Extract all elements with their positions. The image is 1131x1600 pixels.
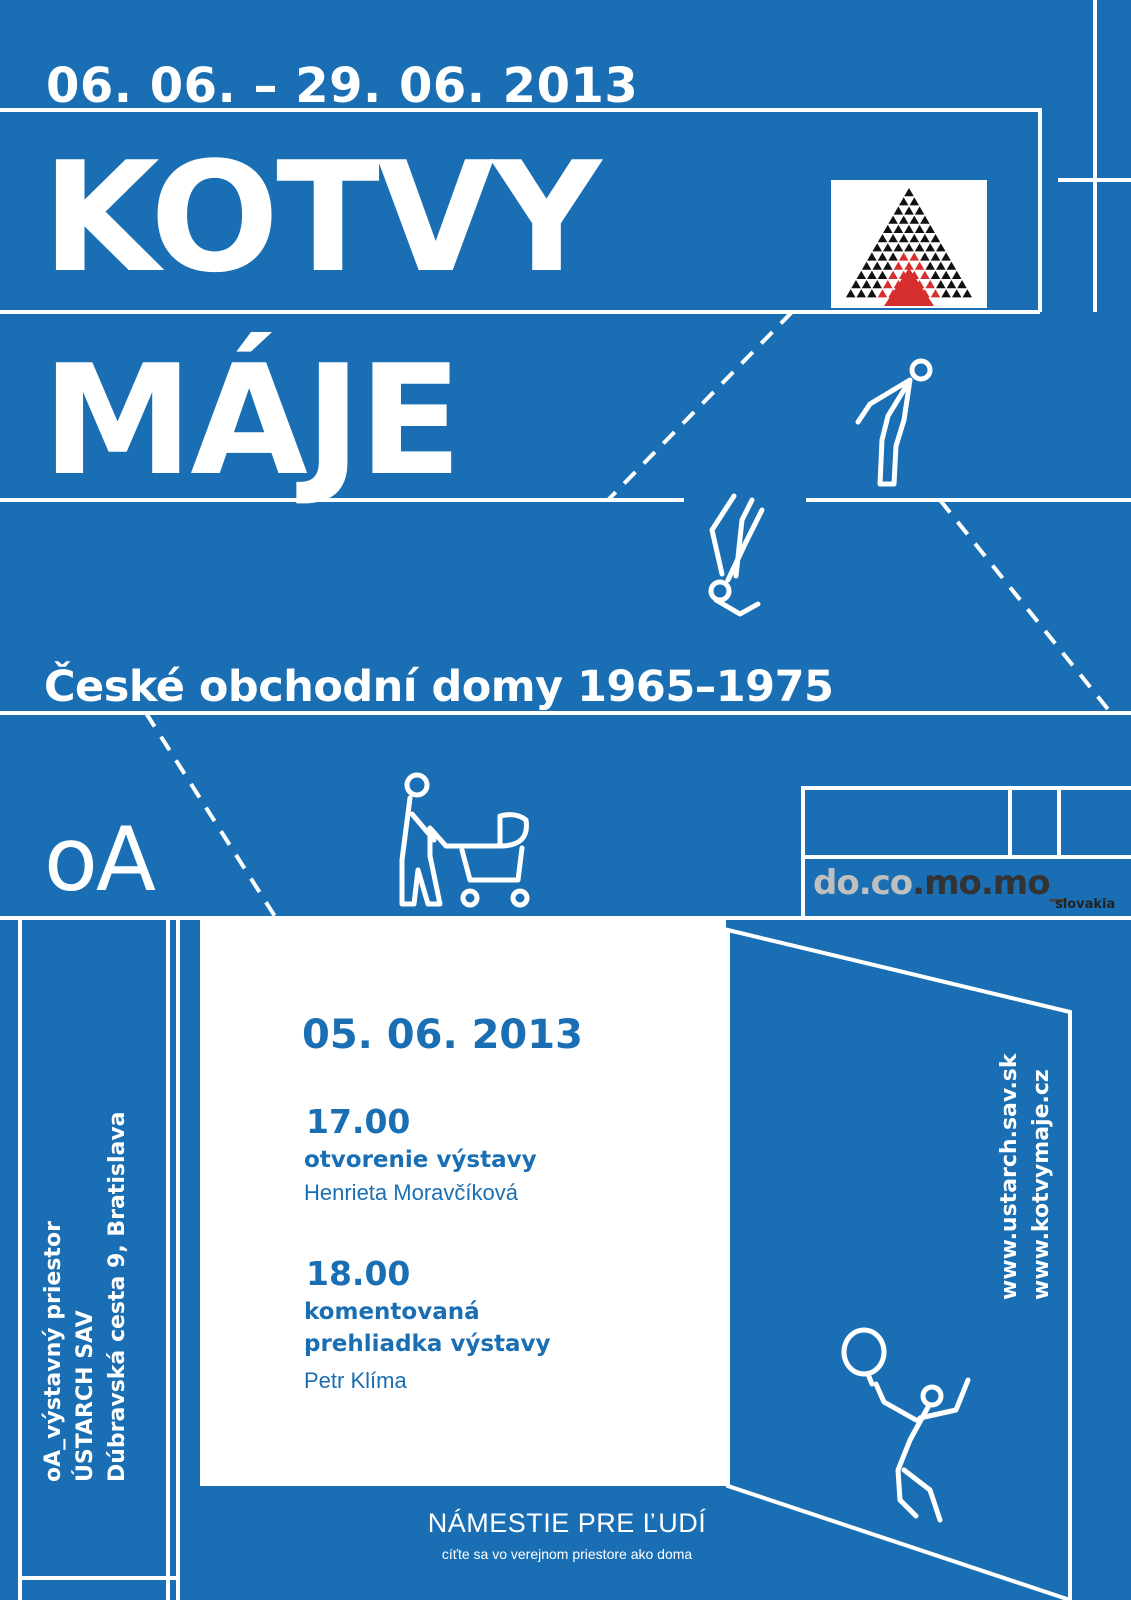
event-time: 17.00 [306, 1102, 411, 1141]
event-date: 05. 06. 2013 [302, 1012, 583, 1058]
logo-country: slovakia [1055, 897, 1116, 912]
title-line-2: MÁJE [42, 332, 460, 509]
venue-line-2: ÚSTARCH SAV [73, 1310, 98, 1482]
footer-title: NÁMESTIE PRE ĽUDÍ [427, 1508, 707, 1538]
logo-part: do [813, 863, 859, 903]
docomomo-logo: do.co.mo.mo_ [813, 863, 1066, 903]
title-line-1: KOTVY [42, 129, 599, 306]
website-2[interactable]: www.kotvymaje.cz [1029, 1069, 1054, 1300]
stroller-figure-icon [402, 775, 527, 905]
event-person: Henrieta Moravčíková [304, 1180, 518, 1205]
dashed-line [940, 500, 1111, 713]
logo-part: co [870, 863, 913, 903]
leaning-figure-icon [858, 361, 930, 484]
dashed-line [608, 312, 792, 500]
venue-line-1: oA_výstavný priestor [41, 1221, 66, 1482]
event-title-2: prehliadka výstavy [304, 1331, 551, 1357]
event-title: komentovaná [304, 1299, 480, 1325]
oa-logo: oA [44, 808, 155, 911]
event-time: 18.00 [306, 1254, 411, 1293]
website-1[interactable]: www.ustarch.sav.sk [997, 1053, 1022, 1300]
footer-tagline: cíťte sa vo verejnom priestore ako doma [441, 1546, 693, 1562]
falling-figure-icon [711, 496, 762, 614]
venue-line-3: Dúbravská cesta 9, Bratislava [105, 1111, 130, 1482]
logo-part: mo [924, 863, 981, 903]
subtitle: České obchodní domy 1965–1975 [44, 662, 834, 712]
logo-part: mo [992, 863, 1050, 903]
exhibition-dates: 06. 06. – 29. 06. 2013 [46, 58, 639, 114]
event-person: Petr Klíma [304, 1368, 407, 1393]
dashed-line [146, 713, 276, 918]
event-title: otvorenie výstavy [304, 1147, 537, 1173]
